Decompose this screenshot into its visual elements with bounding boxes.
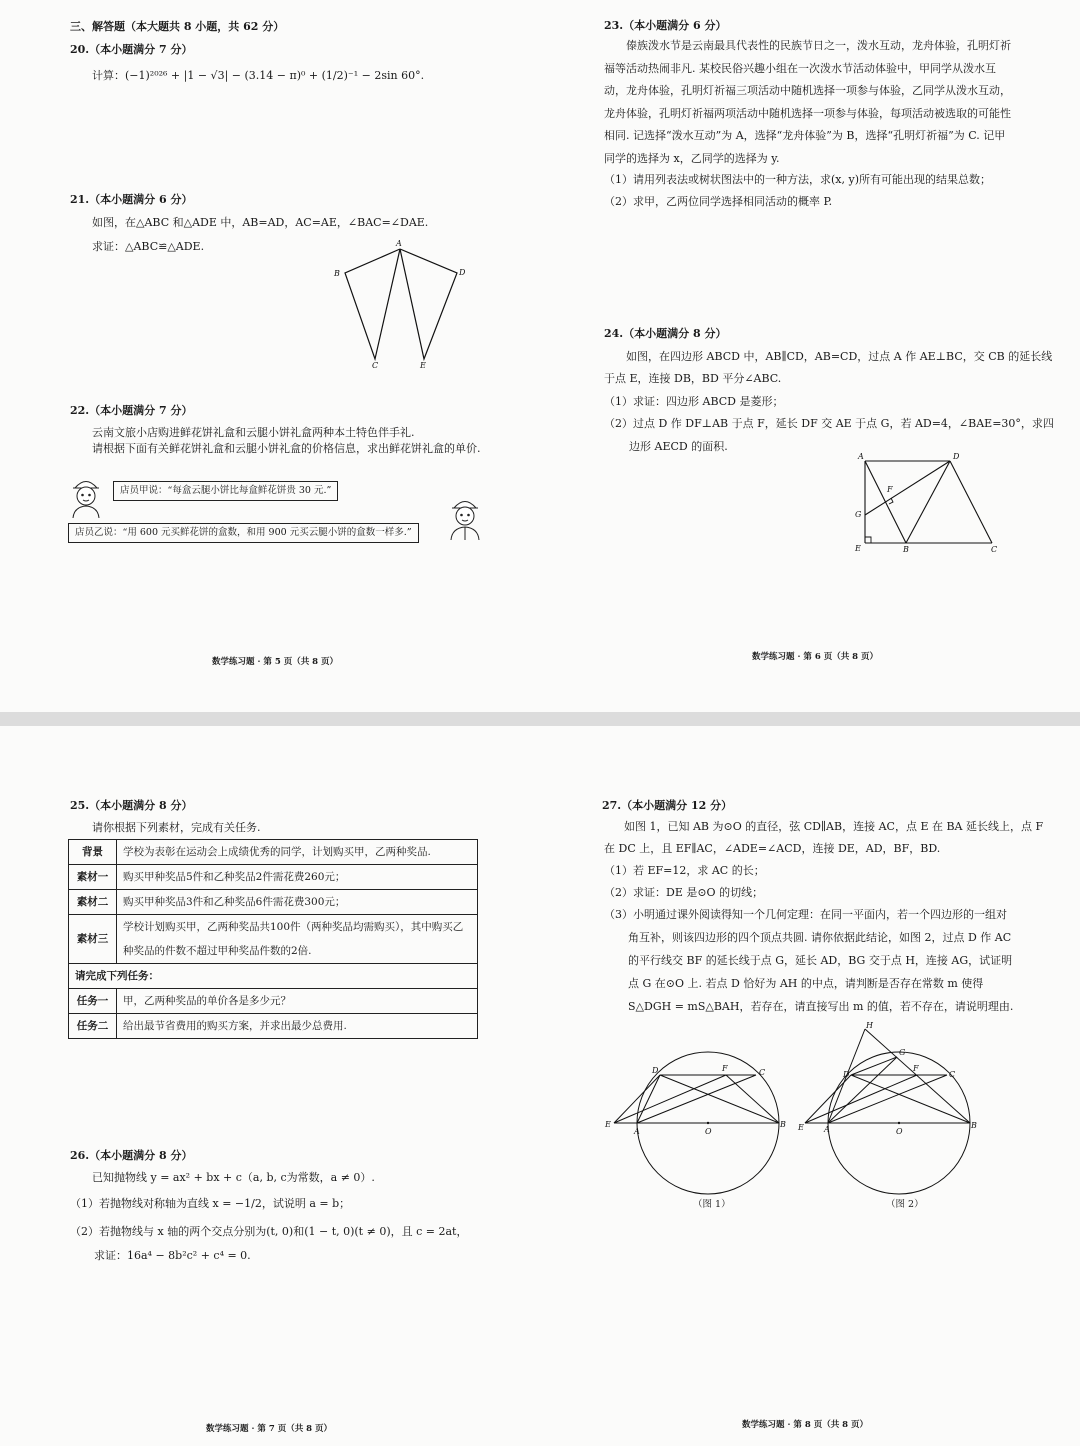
table-row [69, 865, 478, 890]
right-angle-e [865, 537, 871, 543]
q26-sub1: （1）若抛物线对称轴为直线 x = −1/2，试说明 a = b； [70, 1197, 351, 1210]
q20-body: 计算：(−1)²⁰²⁶ + |1 − √3| − (3.14 − π)⁰ + (1/2)⁻¹ − 2sin 60°. [92, 69, 425, 82]
q24-line1: 如图，在四边形 ABCD 中，AB∥CD，AB=CD，过点 A 作 AE⊥BC，交 CB 的延长线 [626, 350, 1053, 363]
segment-ef [805, 1075, 917, 1123]
segment-ag [828, 1057, 897, 1123]
segment-dc [950, 461, 992, 543]
row-header: 任务一 [69, 989, 117, 1014]
label-d: D [843, 1070, 850, 1079]
label-o: O [705, 1127, 712, 1136]
clerk-a-speech: 店员甲说：“每盒云腿小饼比每盒鲜花饼贵 30 元.” [113, 481, 338, 501]
label-g: G [855, 510, 862, 519]
label-b: B [780, 1120, 786, 1129]
clerk-b-speech: 店员乙说：“用 600 元买鲜花饼的盒数，和用 900 元买云腿小饼的盒数一样多.” [68, 523, 419, 543]
label-c: C [949, 1070, 956, 1079]
row-value: 学校计划购买甲，乙两种奖品共100件（两种奖品均需购买），其中购买乙种奖品的件数不超过甲种奖品件数的2倍. [117, 915, 478, 964]
segment-ef [614, 1075, 726, 1123]
q26-line1: 已知抛物线 y = ax² + bx + c（a, b, c为常数，a ≠ 0）. [92, 1171, 375, 1184]
section-heading: 三、解答题（本大题共 8 小题，共 62 分） [70, 20, 285, 33]
q22-heading: 22.（本小题满分 7 分） [70, 404, 193, 417]
q23-sub1: （1）请用列表法或树状图法中的一种方法，求(x, y)所有可能出现的结果总数； [604, 173, 991, 186]
table-row [69, 890, 478, 915]
scan-gap [0, 712, 1080, 726]
label-b: B [903, 545, 909, 554]
q27-sub3 [604, 903, 1014, 1018]
q26-heading: 26.（本小题满分 8 分） [70, 1149, 193, 1162]
q24-figure [850, 448, 1010, 556]
label-e: E [798, 1123, 804, 1132]
q21-line1: 如图，在△ABC 和△ADE 中，AB=AD，AC=AE，∠BAC=∠DAE. [92, 216, 429, 229]
q25-material-table [68, 839, 478, 1039]
q20-heading: 20.（本小题满分 7 分） [70, 43, 193, 56]
q27-sub1: （1）若 EF=12，求 AC 的长； [604, 864, 765, 877]
clerk-b-avatar [447, 494, 483, 540]
task-title: 请完成下列任务： [69, 964, 478, 989]
label-g: G [899, 1048, 906, 1057]
label-d: D [459, 268, 466, 277]
q24-heading: 24.（本小题满分 8 分） [604, 327, 727, 340]
label-a: A [858, 452, 864, 461]
q27-sub2: （2）求证：DE 是⊙O 的切线； [604, 886, 764, 899]
q24-sub2b: 边形 AECD 的面积. [629, 440, 728, 453]
q27-sub3-text: （3）小明通过课外阅读得知一个几何定理：在同一平面内，若一个四边形的一组对角互补，则该四边形的四个顶点共圆. 请你依据此结论，如图 2，过点 D 作 AC 的平行线交 BF 的延长线于点 G，延长 AD，BG 交于点 H，连接 AG，试证明点 G 在⊙O 上. 若点 D 恰好为 AH 的中点，请判断是否存在常数 m 使得 S△DGH = mS△BAH，若存在，请直接写出 m 的值，若不存在，请说明理由. [604, 908, 1014, 1013]
segment-ac [828, 1075, 947, 1123]
segment-ad [637, 1075, 660, 1123]
table-row [69, 964, 478, 989]
row-value: 给出最节省费用的购买方案，并求出最少总费用. [117, 1014, 478, 1039]
row-header: 素材三 [69, 915, 117, 964]
label-a: A [824, 1125, 830, 1134]
page8-footer: 数学练习题 · 第 8 页（共 8 页） [742, 1420, 869, 1430]
label-b: B [971, 1121, 977, 1130]
row-value: 甲，乙两种奖品的单价各是多少元？ [117, 989, 478, 1014]
row-value: 购买甲种奖品5件和乙种奖品2件需花费260元； [117, 865, 478, 890]
q26-sub2: （2）若抛物线与 x 轴的两个交点分别为(t, 0)和(1 − t, 0)(t ≠ 0)，且 c = 2at， [70, 1225, 468, 1238]
q24-sub2a: （2）过点 D 作 DF⊥AB 于点 F，延长 DF 交 AE 于点 G，若 AD=4，∠BAE=30°，求四 [604, 417, 1054, 430]
q27-line1: 如图 1，已知 AB 为⊙O 的直径，弦 CD∥AB，连接 AC，点 E 在 BA 延长线上，点 F [624, 820, 1044, 833]
segment-bf [726, 1075, 779, 1123]
q24-line2: 于点 E，连接 DB，BD 平分∠ABC. [604, 372, 782, 385]
label-a: A [396, 239, 402, 248]
label-o: O [896, 1127, 903, 1136]
row-header: 素材一 [69, 865, 117, 890]
label-e: E [420, 361, 426, 370]
q27-figure-2 [798, 1020, 988, 1180]
q27-figure-1 [604, 1050, 794, 1180]
q21-line2: 求证：△ABC≌△ADE. [92, 240, 205, 253]
label-d: D [953, 452, 960, 461]
row-value: 学校为表彰在运动会上成绩优秀的同学，计划购买甲，乙两种奖品. [117, 840, 478, 865]
segment-ac [637, 1075, 756, 1123]
q25-heading: 25.（本小题满分 8 分） [70, 799, 193, 812]
label-b: B [334, 269, 340, 278]
table-row [69, 840, 478, 865]
label-e: E [605, 1120, 611, 1129]
q21-heading: 21.（本小题满分 6 分） [70, 193, 193, 206]
segment-bd [851, 1075, 970, 1123]
q22-line1: 云南文旅小店购进鲜花饼礼盒和云腿小饼礼盒两种本土特色伴手礼. [92, 426, 415, 439]
segment-bd [660, 1075, 779, 1123]
table-row [69, 989, 478, 1014]
triangle-ade [400, 249, 457, 359]
label-a: A [634, 1127, 640, 1136]
center-dot [898, 1122, 900, 1124]
label-c: C [759, 1068, 766, 1077]
q23-sub2: （2）求甲，乙两位同学选择相同活动的概率 P. [604, 195, 833, 208]
label-f: F [913, 1064, 919, 1073]
row-value: 购买甲种奖品3件和乙种奖品6件需花费300元； [117, 890, 478, 915]
page5-footer: 数学练习题 · 第 5 页（共 8 页） [212, 657, 339, 667]
label-f: F [722, 1064, 728, 1073]
label-c: C [372, 361, 379, 370]
q23-body [604, 35, 1012, 170]
center-dot [707, 1122, 709, 1124]
table-row [69, 915, 478, 964]
q23-body-text: 傣族泼水节是云南最具代表性的民族节日之一，泼水互动，龙舟体验，孔明灯祈福等活动热闹非凡. 某校民俗兴趣小组在一次泼水节活动体验中，甲同学从泼水互动，龙舟体验，孔明灯祈福三项活动中随机选择一项参与体验，乙同学从泼水互动，龙舟体验，孔明灯祈福两项活动中随机选择一项参与体验，每项活动被选取的可能性相同. 记选择“泼水互动”为 A，选择“龙舟体验”为 B，选择“孔明灯祈福”为 C. 记甲同学的选择为 x，乙同学的选择为 y. [604, 39, 1011, 165]
q21-figure [330, 236, 470, 372]
label-d: D [652, 1066, 659, 1075]
label-h: H [866, 1021, 873, 1030]
table-row [69, 1014, 478, 1039]
triangle-abc [345, 249, 400, 359]
row-header: 任务二 [69, 1014, 117, 1039]
page6-footer: 数学练习题 · 第 6 页（共 8 页） [752, 652, 879, 662]
q25-intro: 请你根据下列素材，完成有关任务. [92, 821, 261, 834]
q22-line2: 请根据下面有关鲜花饼礼盒和云腿小饼礼盒的价格信息，求出鲜花饼礼盒的单价. [92, 442, 481, 455]
q26-sub2b: 求证：16a⁴ − 8b²c² + c⁴ = 0. [94, 1249, 251, 1262]
q23-heading: 23.（本小题满分 6 分） [604, 19, 727, 32]
segment-dg [851, 1057, 897, 1075]
row-header: 素材二 [69, 890, 117, 915]
q27-line2: 在 DC 上，且 EF∥AC，∠ADE=∠ACD，连接 DE，AD，BF，BD. [604, 842, 941, 855]
label-f: F [887, 485, 893, 494]
segment-bd [906, 461, 950, 543]
segment-dg [865, 461, 950, 515]
q27-heading: 27.（本小题满分 12 分） [602, 799, 733, 812]
label-c: C [991, 545, 998, 554]
q24-sub1: （1）求证：四边形 ABCD 是菱形； [604, 395, 784, 408]
page7-footer: 数学练习题 · 第 7 页（共 8 页） [206, 1424, 333, 1434]
q27-fig1-caption: （图 1） [693, 1199, 731, 1210]
clerk-a-avatar [68, 474, 104, 518]
row-header: 背景 [69, 840, 117, 865]
label-e: E [855, 544, 861, 553]
q27-fig2-caption: （图 2） [886, 1199, 924, 1210]
